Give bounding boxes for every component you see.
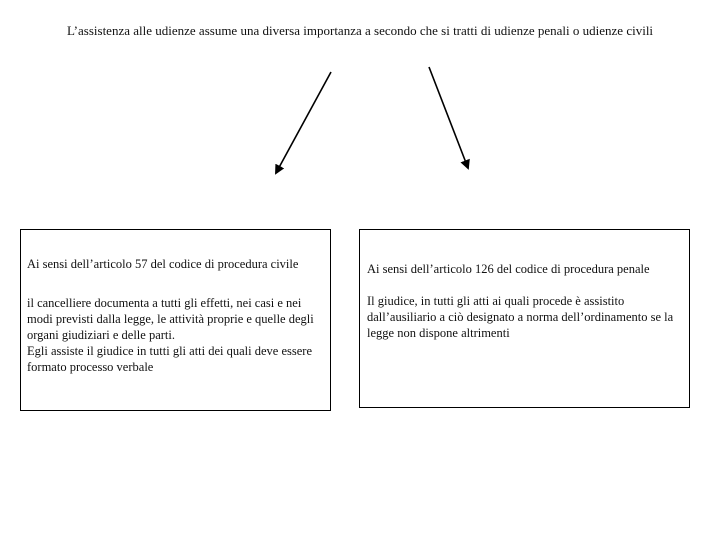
civil-heading: Ai sensi dell’articolo 57 del codice di procedura civile [27,257,299,271]
diagram-title: L’assistenza alle udienze assume una diversa importanza a secondo che si tratti di udienze penali o udienze civili [66,23,654,38]
civil-procedure-box [20,229,331,411]
penal-procedure-box [359,229,690,408]
arrow-right [429,67,468,168]
penal-heading: Ai sensi dell’articolo 126 del codice di procedura penale [367,262,650,276]
civil-body-2: Egli assiste il giudice in tutti gli atti dei quali deve essere formato processo verbale [27,344,313,374]
civil-body-1: il cancelliere documenta a tutti gli effetti, nei casi e nei modi previsti dalla legge, le attività proprie e quelle degli organi giudiziari e delle parti. [27,296,314,342]
penal-body: Il giudice, in tutti gli atti ai quali procede è assistito dall’ausiliario a ciò designato a norma dell’ordinamento se la legge non dispone altrimenti [367,294,674,340]
arrow-left [276,72,331,173]
